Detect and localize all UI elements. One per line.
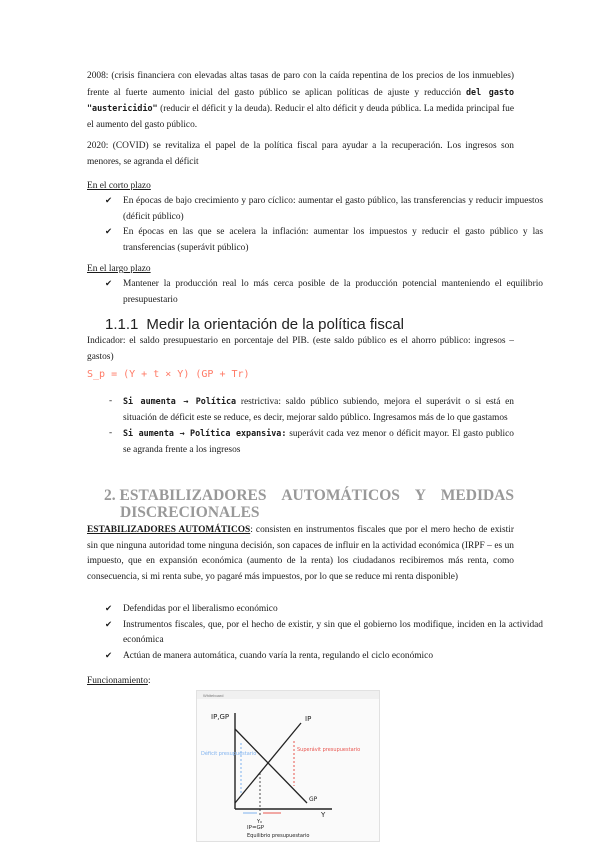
section-number: 2. <box>104 487 116 504</box>
window-titlebar <box>197 691 379 699</box>
list-item <box>101 194 543 225</box>
paragraph-estabilizadores <box>87 523 514 585</box>
term-estabilizadores: ESTABILIZADORES AUTOMÁTICOS <box>87 525 251 535</box>
heading-word: ESTABILIZADORES <box>119 487 267 504</box>
funcionamiento-colon: : <box>147 676 151 686</box>
text-estabilizadores: : consisten en instrumentos fiscales que por el mero hecho de existir sin que ninguna autoridad tome ninguna decisión, son capaces de influir en la actividad económica (IRPF – es un impuesto, que en expansión económica (aumento de la renta) los ciudadanos recibiremos más renta, como consecuencia, si mi renta sube, yo pagaré más impuestos, por lo que se reduce mi renta disponible) <box>87 525 514 582</box>
ip-line <box>235 723 301 803</box>
paragraph-indicador: Indicador: el saldo presupuestario en porcentaje del PIB. (este saldo público es el ahorro público: ingresos – gastos) <box>87 336 514 362</box>
heading-corto-plazo: En el corto plazo <box>87 181 151 191</box>
paragraph-2020: 2020: (COVID) se revitaliza el papel de la política fiscal para ayudar a la recuperación. Los ingresos son menores, se agranda el déficit <box>87 141 514 167</box>
list-corto-plazo <box>101 194 543 256</box>
list-item <box>101 277 543 308</box>
heading-largo-plazo: En el largo plazo <box>87 264 151 274</box>
label-gp: GP <box>309 796 318 803</box>
list-item-text: Actúan de manera automática, cuando varía la renta, regulando el ciclo económico <box>123 650 434 661</box>
label-ip: IP <box>305 715 312 723</box>
heading-word: Y <box>414 487 426 504</box>
check-icon: ✔ <box>105 227 113 237</box>
paragraph-2008 <box>87 69 514 133</box>
text-2008-post: (reducir el déficit y la deuda). Reducir el alto déficit y deuda pública. La medida principal fue el aumento del gasto público. <box>87 104 514 130</box>
list-item-text: restrictiva: saldo público subiendo, mejora el superávit o si está en situación de déficit este se reduce, es decir, mejorar saldo público. Ingresamos más de lo que gastamos <box>123 397 514 423</box>
heading-word: MEDIDAS <box>440 487 514 504</box>
text-si-aumenta: Si aumenta → Política expansiva: <box>123 428 287 438</box>
whiteboard-drawing <box>197 691 379 841</box>
label-deficit: Déficit presupuestario <box>201 751 257 757</box>
label-equilibrio: Equilibrio presupuestario <box>247 833 310 839</box>
section-heading-2 <box>104 487 514 521</box>
label-superavit: Superávit presupuestario <box>297 747 361 753</box>
list-item-text: Defendidas por el liberalismo económico <box>123 604 278 614</box>
list-item <box>101 602 543 618</box>
check-icon: ✔ <box>105 650 113 661</box>
list-item <box>101 618 543 649</box>
list-item-text: superávit cada vez menor o déficit mayor. El gasto publico se agranda frente a los ingresos <box>123 429 514 455</box>
list-orientacion <box>109 394 514 458</box>
text-si-aumenta: Si aumenta → Política <box>123 396 237 406</box>
list-item-text: Instrumentos fiscales, que, por el hecho de existir, y sin que el gobierno los modifique, inciden en la actividad económica <box>123 619 543 645</box>
label-y0: Y₀ <box>257 819 263 825</box>
list-item-text: En épocas de bajo crecimiento y paro cíclico: aumentar el gasto público, las transferencias y reducir impuestos (déficit público) <box>123 196 543 222</box>
label-ip-eq-gp: IP=GP <box>247 825 265 831</box>
check-icon: ✔ <box>105 196 113 206</box>
heading-word: AUTOMÁTICOS <box>281 487 400 504</box>
dash-bullet: - <box>109 428 113 438</box>
gp-line <box>235 729 307 803</box>
whiteboard-figure <box>196 690 380 842</box>
formula-saldo: S_p = (Y + t × Y) (GP + Tr) <box>87 369 250 380</box>
funcionamiento-text: Funcionamiento <box>87 676 148 686</box>
heading-line-2: DISCRECIONALES <box>120 504 260 521</box>
heading-words <box>104 487 267 504</box>
list-estabilizadores <box>101 602 543 664</box>
list-item <box>101 649 543 665</box>
list-item <box>101 225 543 256</box>
section-number: 1.1.1 <box>105 316 139 333</box>
check-icon: ✔ <box>105 619 113 630</box>
label-ip-gp: IP,GP <box>211 713 230 721</box>
label-funcionamiento <box>87 674 514 690</box>
section-heading-1-1-1 <box>105 316 404 333</box>
list-item-text: En épocas en las que se acelera la inflación: aumentar los impuestos y reducir el gasto público y las transferencias (superávit público) <box>123 227 543 253</box>
section-title: Medir la orientación de la política fiscal <box>146 316 405 333</box>
list-item-text: Mantener la producción real lo más cerca posible de la producción potencial manteniendo el equilibrio presupuestario <box>123 279 543 305</box>
text-2008-pre: 2008: (crisis financiera con elevadas altas tasas de paro con la caída repentina de los precios de los inmuebles) frente al fuerte aumento inicial del gasto público se aplican políticas de ajuste y reducción <box>87 71 514 98</box>
check-icon: ✔ <box>105 279 113 289</box>
label-y: Y <box>321 811 326 819</box>
list-item <box>109 426 514 458</box>
check-icon: ✔ <box>105 604 113 614</box>
list-item <box>109 394 514 426</box>
list-largo-plazo <box>101 277 543 308</box>
dash-bullet: - <box>109 396 113 406</box>
window-title: Whiteboard <box>203 693 224 698</box>
text-austericidio: del gasto "austericidio" <box>87 86 514 113</box>
